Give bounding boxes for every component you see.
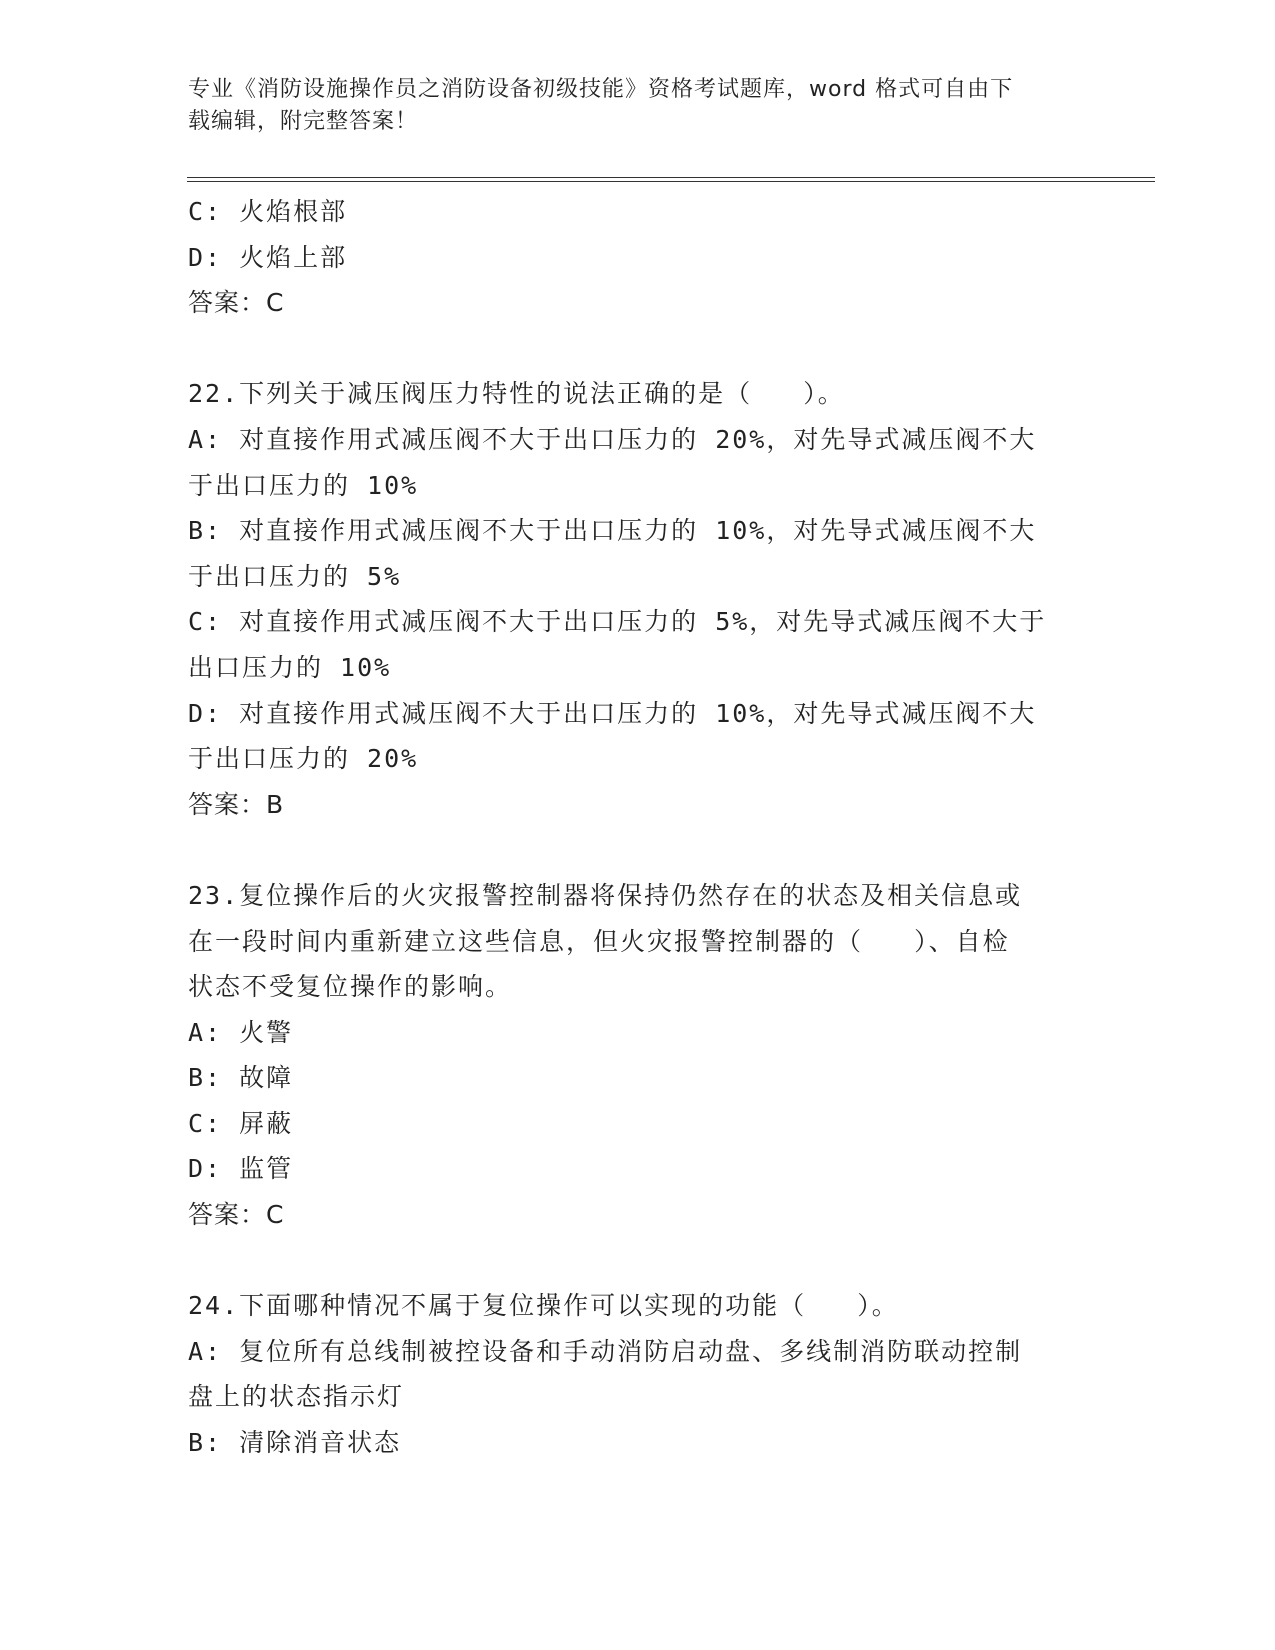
question-23 bbox=[188, 873, 1088, 1238]
option-b-line-2: 于出口压力的 5% bbox=[188, 561, 402, 591]
spacer bbox=[188, 827, 1088, 873]
spacer bbox=[188, 1238, 1088, 1284]
header-line-2: 载编辑，附完整答案！ bbox=[188, 109, 419, 134]
spacer bbox=[188, 326, 1088, 372]
answer: 答案：C bbox=[188, 288, 285, 318]
option-c-line-2: 出口压力的 10% bbox=[188, 652, 392, 682]
option-d-line-2: 于出口压力的 20% bbox=[188, 744, 419, 774]
header-divider bbox=[187, 177, 1155, 182]
page-header bbox=[188, 74, 1088, 138]
option-d: D: 火焰上部 bbox=[188, 242, 348, 272]
option-c-line-1: C: 对直接作用式减压阀不大于出口压力的 5%，对先导式减压阀不大于 bbox=[188, 607, 1047, 637]
option-d: D: 监管 bbox=[188, 1154, 294, 1184]
question-text-line-1: 23.复位操作后的火灾报警控制器将保持仍然存在的状态及相关信息或 bbox=[188, 880, 1023, 910]
question-text-line-2: 在一段时间内重新建立这些信息，但火灾报警控制器的（ ）、自检 bbox=[188, 926, 1010, 956]
option-a-line-1: A: 对直接作用式减压阀不大于出口压力的 20%，对先导式减压阀不大 bbox=[188, 424, 1037, 454]
question-text: 22.下列关于减压阀压力特性的说法正确的是（ ）。 bbox=[188, 379, 845, 409]
option-c: C: 火焰根部 bbox=[188, 197, 348, 226]
header-line-1: 专业《消防设施操作员之消防设备初级技能》资格考试题库，word 格式可自由下 bbox=[188, 77, 1014, 102]
question-21-tail bbox=[188, 189, 1088, 326]
option-d-line-1: D: 对直接作用式减压阀不大于出口压力的 10%，对先导式减压阀不大 bbox=[188, 698, 1037, 728]
document-body bbox=[188, 189, 1088, 1466]
option-c: C: 屏蔽 bbox=[188, 1108, 294, 1138]
option-b-line-1: B: 对直接作用式减压阀不大于出口压力的 10%，对先导式减压阀不大 bbox=[188, 516, 1037, 546]
option-b: B: 清除消音状态 bbox=[188, 1428, 402, 1458]
option-a: A: 火警 bbox=[188, 1017, 294, 1047]
option-b: B: 故障 bbox=[188, 1063, 294, 1093]
option-a-line-1: A: 复位所有总线制被控设备和手动消防启动盘、多线制消防联动控制 bbox=[188, 1336, 1023, 1366]
question-text: 24.下面哪种情况不属于复位操作可以实现的功能（ ）。 bbox=[188, 1291, 899, 1321]
answer: 答案：B bbox=[188, 789, 285, 819]
option-a-line-2: 盘上的状态指示灯 bbox=[188, 1382, 405, 1412]
option-a-line-2: 于出口压力的 10% bbox=[188, 470, 419, 500]
question-text-line-3: 状态不受复位操作的影响。 bbox=[188, 972, 513, 1002]
question-24 bbox=[188, 1283, 1088, 1465]
answer: 答案：C bbox=[188, 1200, 285, 1230]
question-22 bbox=[188, 371, 1088, 827]
